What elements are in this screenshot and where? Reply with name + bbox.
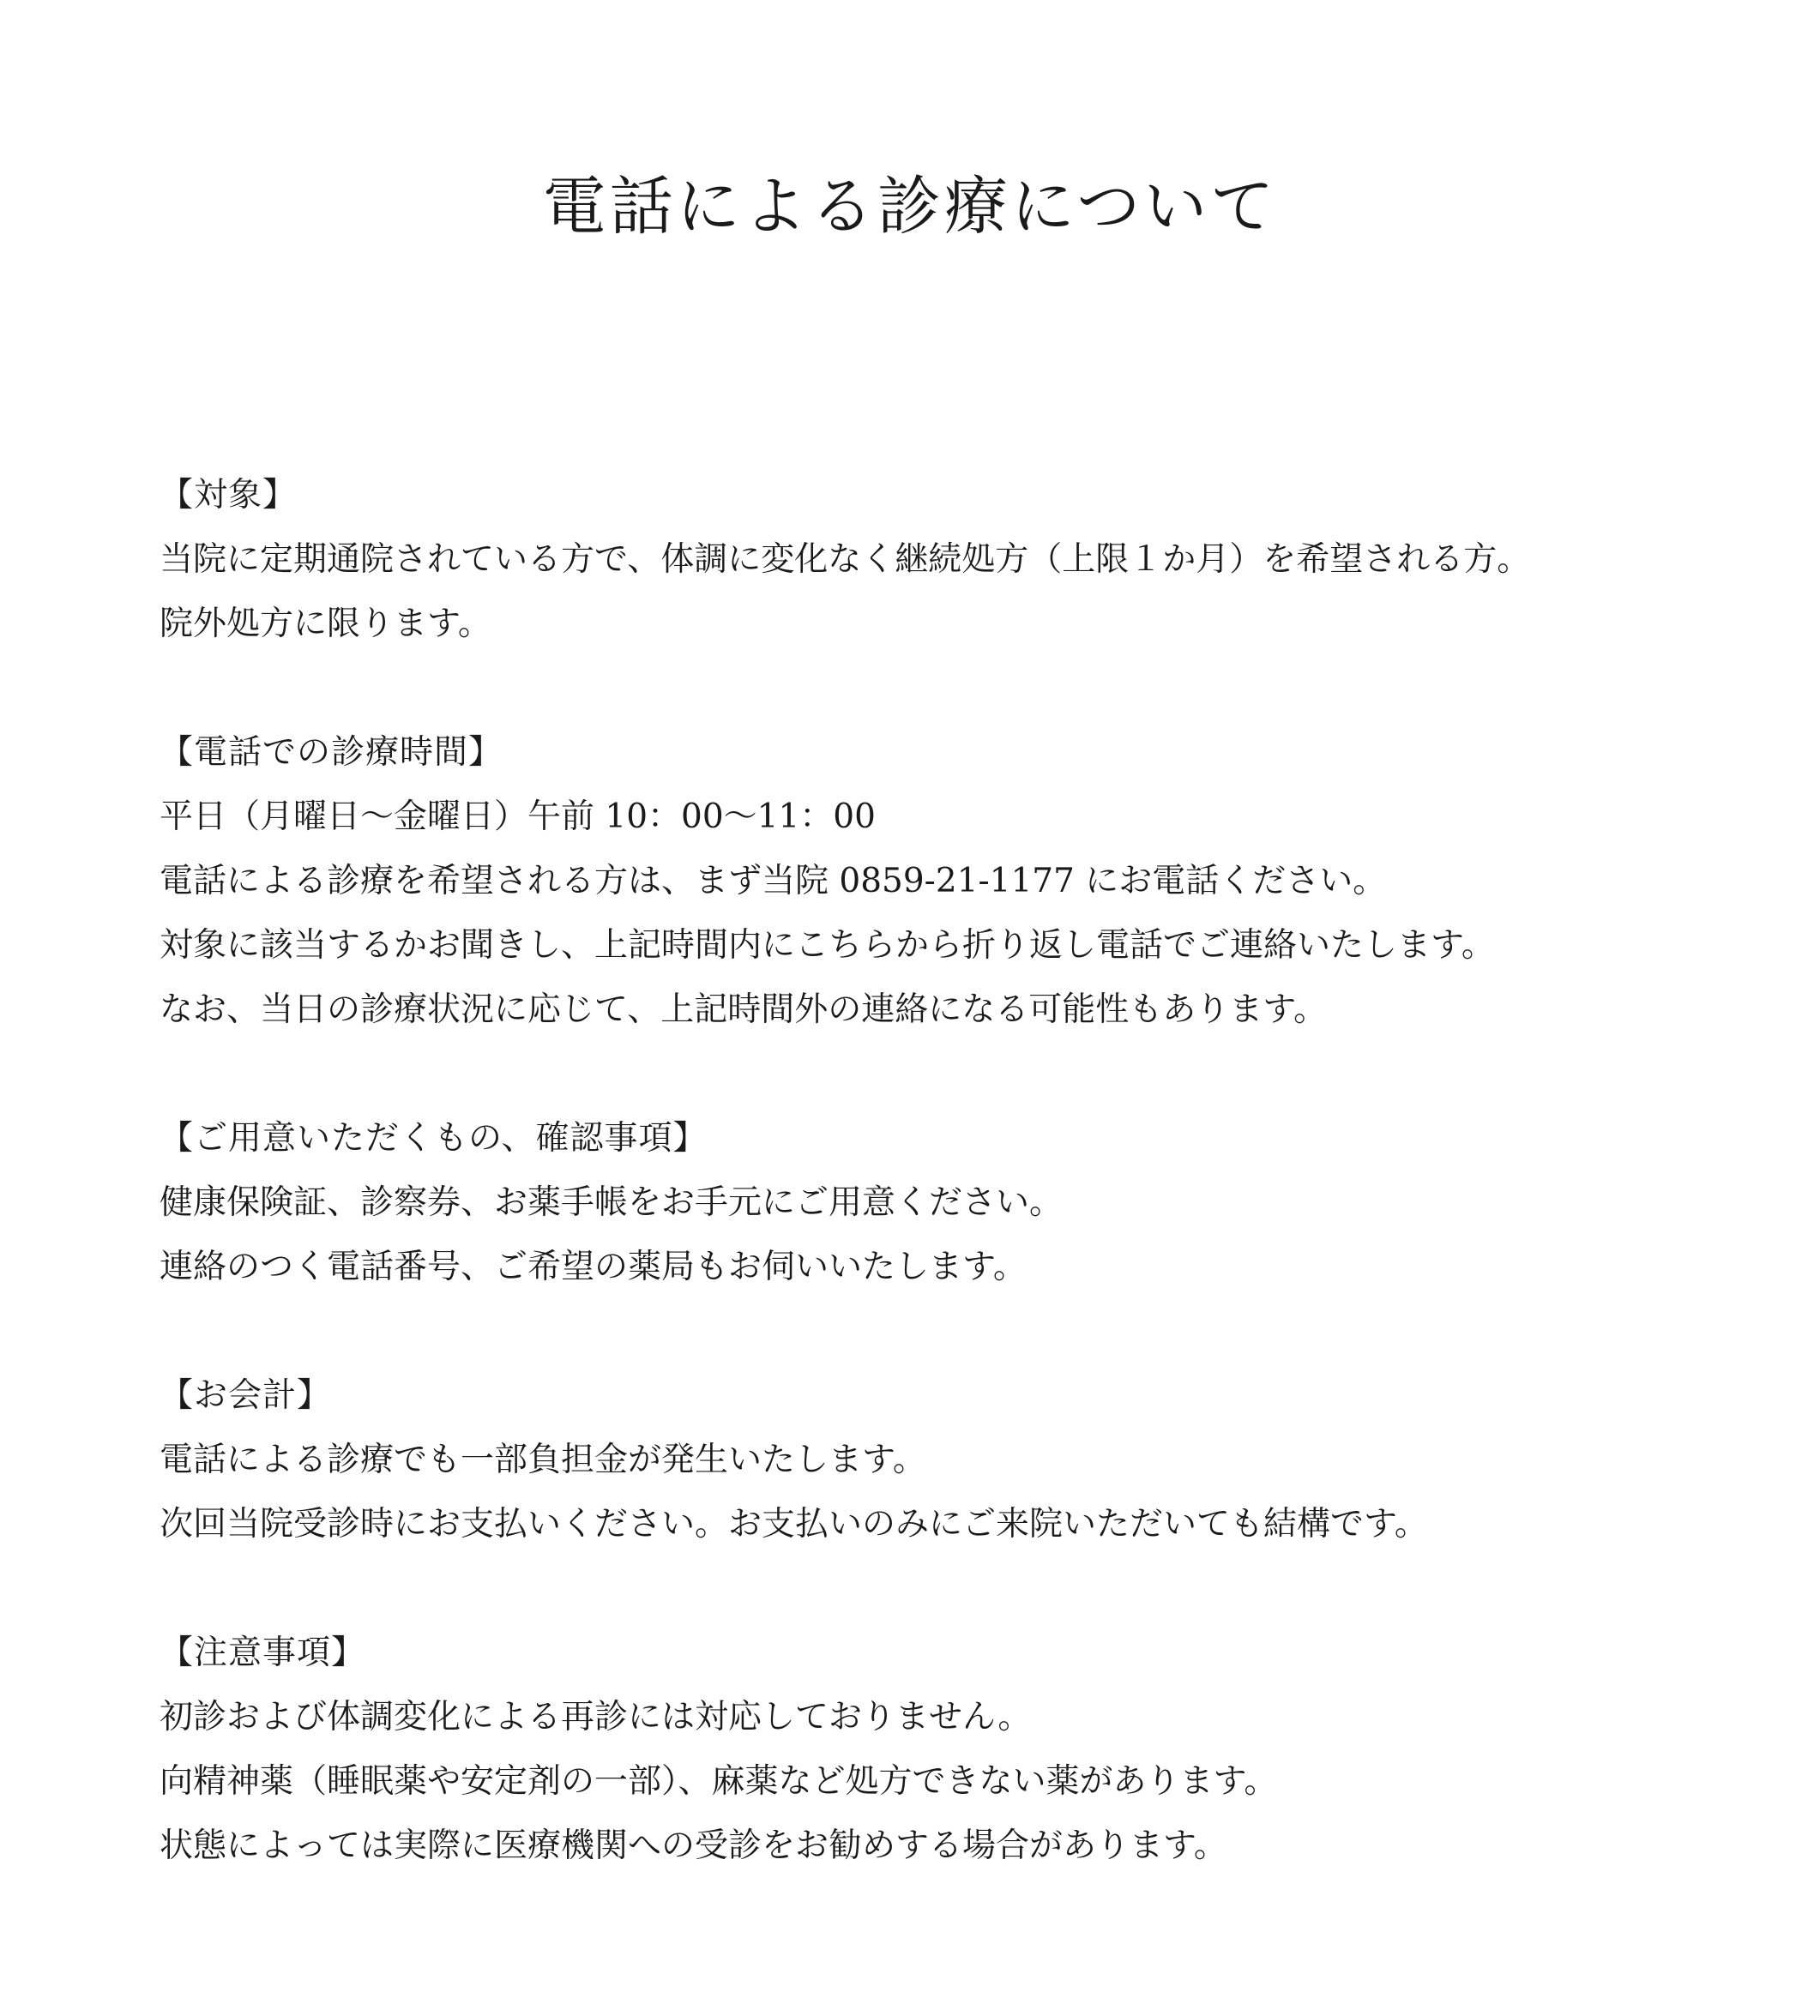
notice-body [160, 463, 1772, 1942]
page-title: 電話による診療について [542, 170, 1278, 244]
section-line: 健康保険証、診察券、お薬手帳をお手元にご用意ください。 [160, 1183, 1064, 1222]
section-line: 当院に定期通院されている方で、体調に変化なく継続処方（上限１か月）を希望される方。 [160, 540, 1531, 579]
section-target [160, 463, 1772, 656]
section-heading: 【注意事項】 [160, 1634, 366, 1672]
section-line: なお、当日の診療状況に応じて、上記時間外の連絡になる可能性もあります。 [160, 990, 1328, 1029]
section-payment [160, 1363, 1772, 1556]
section-line: 対象に該当するかお聞きし、上記時間内にこちらから折り返し電話でご連絡いたします。 [160, 926, 1495, 965]
section-line: 次回当院受診時にお支払いください。お支払いのみにご来院いただいても結構です。 [160, 1505, 1428, 1544]
section-line: 電話による診療を希望される方は、まず当院 0859-21-1177 にお電話ください。 [160, 862, 1387, 900]
section-line: 電話による診療でも一部負担金が発生いたします。 [160, 1441, 926, 1479]
section-hours [160, 720, 1772, 1042]
section-line: 連絡のつく電話番号、ご希望の薬局もお伺いいたします。 [160, 1248, 1027, 1286]
section-line: 院外処方に限ります。 [160, 605, 491, 643]
section-heading: 【お会計】 [160, 1376, 332, 1415]
section-line: 向精神薬（睡眠薬や安定剤の一部）、麻薬など処方できない薬があります。 [160, 1762, 1278, 1801]
section-heading: 【ご用意いただくもの、確認事項】 [160, 1119, 708, 1158]
section-heading: 【電話での診療時間】 [160, 733, 503, 772]
section-line: 初診および体調変化による再診には対応しておりません。 [160, 1698, 1032, 1736]
section-line: 状態によっては実際に医療機関への受診をお勧めする場合があります。 [160, 1826, 1227, 1865]
section-items-to-prepare [160, 1106, 1772, 1299]
section-notes [160, 1621, 1772, 1878]
section-heading: 【対象】 [160, 476, 298, 515]
section-line: 平日（月曜日〜金曜日）午前 10：00〜11：00 [160, 797, 876, 836]
